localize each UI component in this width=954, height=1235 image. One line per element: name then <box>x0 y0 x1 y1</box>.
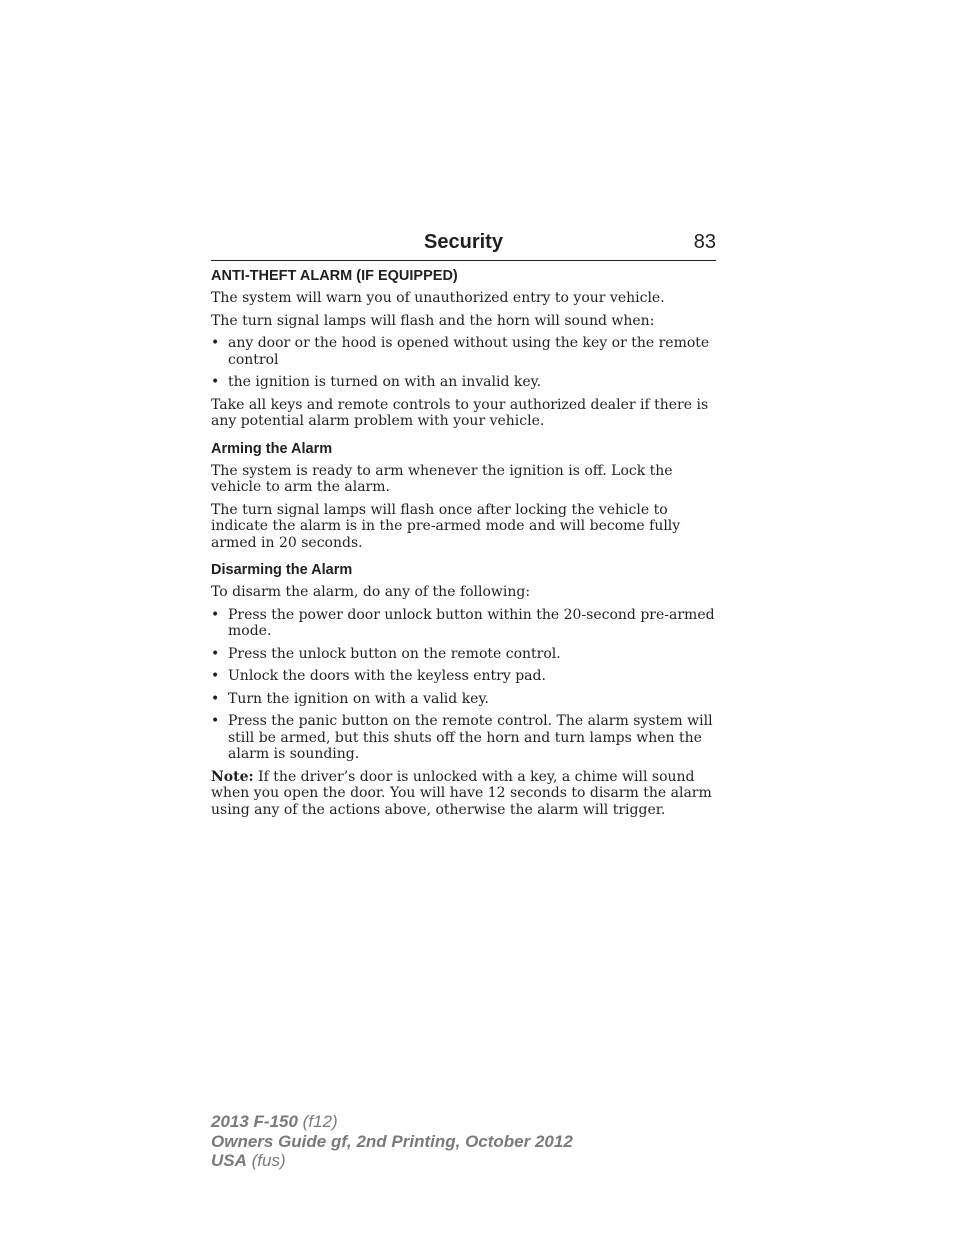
paragraph: Take all keys and remote controls to your authorized dealer if there is any potential alarm problem with your vehicle. <box>211 396 709 429</box>
paragraph: The turn signal lamps will flash and the horn will sound when: <box>211 312 655 329</box>
list-item-text: Press the unlock button on the remote control. <box>228 645 561 662</box>
page-content <box>211 267 716 824</box>
chapter-title: Security <box>424 231 503 253</box>
note-text: If the driver’s door is unlocked with a key, a chime will sound when you open the door. You will have 12 seconds to disarm the alarm using any of the actions above, otherwise the alarm will trigger. <box>211 768 712 818</box>
subsection-heading-arming: Arming the Alarm <box>211 440 333 457</box>
note-label: Note: <box>211 768 254 785</box>
paragraph: The turn signal lamps will flash once after locking the vehicle to indicate the alarm is in the pre-armed mode and will become fully armed in 20 seconds. <box>211 501 681 551</box>
list-item <box>211 668 716 685</box>
paragraph: The system will warn you of unauthorized entry to your vehicle. <box>211 290 665 306</box>
subsection-heading-disarming: Disarming the Alarm <box>211 562 353 578</box>
footer-line-market <box>211 1151 573 1171</box>
page-header <box>211 228 716 261</box>
note-paragraph <box>211 769 716 819</box>
list-item <box>211 646 716 663</box>
list-item-text: Press the panic button on the remote control. The alarm system will still be armed, but this shuts off the horn and turn lamps when the alarm is sounding. <box>228 713 713 762</box>
page-number: 83 <box>693 231 716 253</box>
bullet-list <box>211 335 716 391</box>
bullet: • <box>211 690 220 707</box>
footer-market: USA <box>211 1151 247 1170</box>
list-item-text: Press the power door unlock button within the 20-second pre-armed mode. <box>228 606 715 639</box>
list-item-text: the ignition is turned on with an invalid key. <box>228 374 542 390</box>
footer-line-edition: Owners Guide gf, 2nd Printing, October 2012 <box>211 1131 573 1151</box>
list-item <box>211 374 716 391</box>
bullet: • <box>211 335 220 351</box>
bullet: • <box>211 645 220 662</box>
paragraph: The system is ready to arm whenever the ignition is off. Lock the vehicle to arm the alarm. <box>211 462 673 495</box>
bullet: • <box>211 374 220 390</box>
footer-model-code: (f12) <box>297 1112 338 1131</box>
bullet: • <box>211 606 220 623</box>
list-item-text: Turn the ignition on with a valid key. <box>228 690 489 707</box>
bullet: • <box>211 713 220 729</box>
bullet: • <box>211 668 220 684</box>
list-item-text: any door or the hood is opened without using the key or the remote control <box>228 335 710 368</box>
footer-line-model <box>211 1112 573 1132</box>
page-footer <box>211 1112 573 1171</box>
paragraph: To disarm the alarm, do any of the following: <box>211 584 531 600</box>
list-item-text: Unlock the doors with the keyless entry pad. <box>228 668 546 684</box>
footer-market-code: (fus) <box>246 1151 286 1170</box>
bullet-list <box>211 607 716 763</box>
section-heading: ANTI-THEFT ALARM (IF EQUIPPED) <box>211 268 458 284</box>
list-item <box>211 607 716 640</box>
list-item <box>211 691 716 708</box>
list-item <box>211 713 716 763</box>
list-item <box>211 335 716 368</box>
footer-model: 2013 F-150 <box>211 1112 298 1131</box>
